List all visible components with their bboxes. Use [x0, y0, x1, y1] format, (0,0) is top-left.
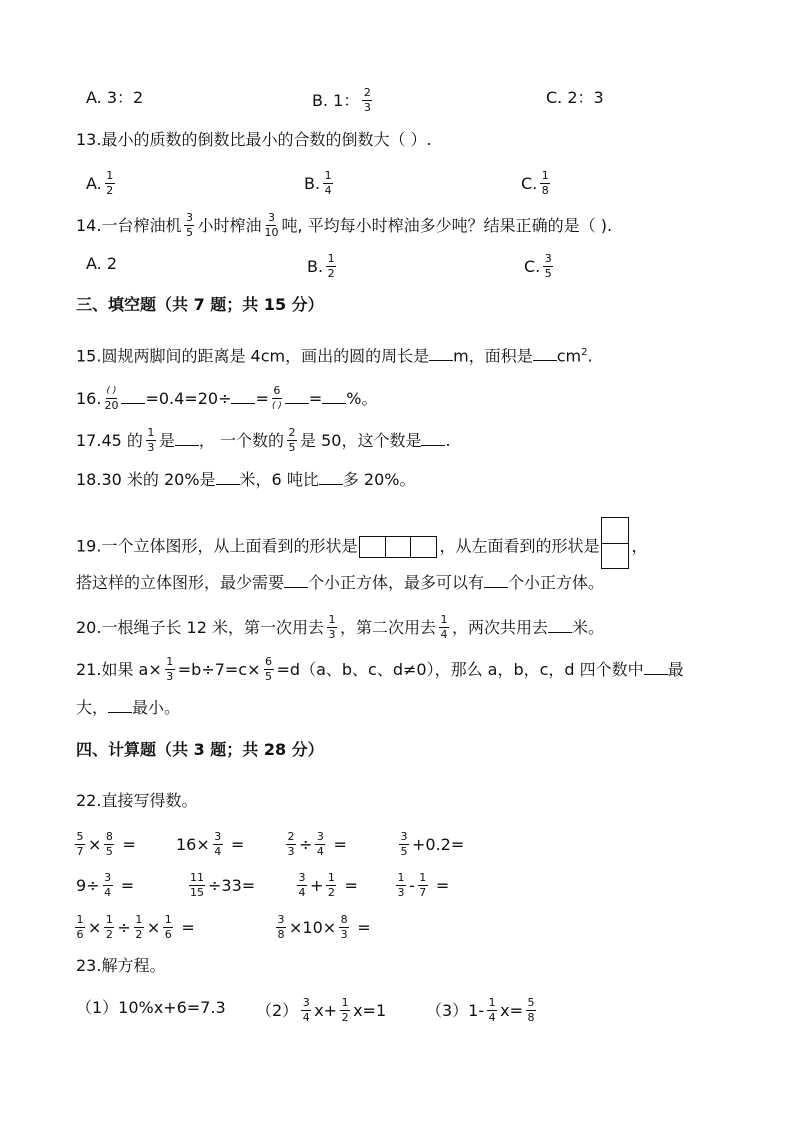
- q22-expr-r1-3: $\frac{2}{3}$ ÷ $\frac{3}{4}$ =: [287, 830, 347, 858]
- q12-option-b-prefix: B. 1：: [312, 91, 360, 110]
- q12-option-c: C. 2：3: [546, 88, 604, 107]
- q22-expr-r3-2: $\frac{3}{8}$ ×10× $\frac{8}{3}$ =: [277, 913, 371, 941]
- q22-stem: 22.直接写得数。: [76, 791, 198, 810]
- section-heading-calculation: 四、计算题（共 3 题；共 28 分）: [76, 740, 324, 759]
- q21-line1: 21.如果 a× $\frac{1}{3}$ =b÷7=c× $\frac{6}{5}$ =d（a、b、c、d≠0），那么 a，b，c，d 四个数中 最: [76, 655, 684, 683]
- q22-expr-r2-1: 9÷ $\frac{3}{4}$ =: [76, 871, 135, 899]
- q14-option-a: A. 2: [86, 254, 118, 273]
- q23-equation-2: （2） $\frac{3}{4}$ x+ $\frac{1}{2}$ x=1: [256, 996, 387, 1024]
- answer-blank[interactable]: [322, 389, 346, 404]
- q20: 20.一根绳子长 12 米，第一次用去 $\frac{1}{3}$ ，第二次用去 $\frac{1}{4}$ ，两次共用去 米。: [76, 613, 605, 641]
- answer-blank[interactable]: [108, 698, 132, 713]
- fraction: $\frac{2}{3}$: [363, 86, 371, 114]
- answer-blank[interactable]: [285, 389, 309, 404]
- q12-option-b: [312, 88, 375, 115]
- answer-blank[interactable]: [533, 346, 557, 361]
- answer-blank[interactable]: [284, 573, 308, 588]
- q22-expr-r1-2: 16× $\frac{3}{4}$ =: [176, 830, 245, 858]
- q19-line1: 19.一个立体图形，从上面看到的形状是 ，从左面看到的形状是 ，: [76, 521, 647, 573]
- q14-stem: 14.一台榨油机 $\frac{3}{5}$ 小时榨油 $\frac{3}{10}$ 吨, 平均每小时榨油多少吨？结果正确的是（ ).: [76, 211, 613, 239]
- q23-equation-1: （1）10%x+6=7.3: [76, 998, 226, 1017]
- q14-option-b: B. $\frac{1}{2}$: [307, 252, 335, 280]
- q14-option-c: C. $\frac{3}{5}$: [524, 252, 552, 280]
- answer-blank[interactable]: [429, 346, 453, 361]
- answer-blank[interactable]: [421, 431, 445, 446]
- q21-line2: 大， 最小。: [76, 698, 181, 717]
- q22-expr-r1-1: $\frac{5}{7}$ × $\frac{8}{5}$ =: [76, 830, 136, 858]
- q17: 17.45 的 $\frac{1}{3}$ 是 ， 一个数的 $\frac{2}{5}$ 是 50，这个数是 .: [76, 426, 451, 454]
- answer-blank[interactable]: [121, 389, 145, 404]
- q22-expr-r2-4: $\frac{1}{3}$ - $\frac{1}{7}$ =: [397, 871, 450, 899]
- q13-option-a: A. $\frac{1}{2}$: [86, 169, 114, 197]
- q13-option-b: B. $\frac{1}{4}$: [304, 169, 332, 197]
- answer-blank[interactable]: [484, 573, 508, 588]
- q13-option-c: C. $\frac{1}{8}$: [521, 169, 549, 197]
- answer-blank[interactable]: [319, 470, 343, 485]
- q13-stem: 13.最小的质数的倒数比最小的合数的倒数大（ ）.: [76, 130, 432, 149]
- q22-expr-r2-2: $\frac{11}{15}$ ÷33=: [190, 871, 256, 899]
- q22-expr-r2-3: $\frac{3}{4}$ + $\frac{1}{2}$ =: [298, 871, 358, 899]
- q22-expr-r1-4: $\frac{3}{5}$ +0.2=: [400, 830, 465, 858]
- q23-equation-3: （3）1- $\frac{1}{4}$ x= $\frac{5}{8}$: [426, 996, 535, 1024]
- left-view-figure: [601, 517, 629, 569]
- q16: 16. ( ) 20 =0.4=20÷ = 6 ( ) = %。: [76, 384, 378, 412]
- answer-blank[interactable]: [216, 470, 240, 485]
- q22-expr-r3-1: $\frac{1}{6}$ × $\frac{1}{2}$ ÷ $\frac{1}{2}$ × $\frac{1}{6}$ =: [76, 913, 195, 941]
- answer-blank[interactable]: [644, 660, 668, 675]
- answer-blank[interactable]: [548, 618, 572, 633]
- answer-blank[interactable]: [231, 389, 255, 404]
- q23-stem: 23.解方程。: [76, 956, 166, 975]
- q18: 18.30 米的 20%是 米，6 吨比 多 20%。: [76, 470, 416, 489]
- answer-blank[interactable]: [175, 431, 199, 446]
- top-view-figure: [359, 536, 437, 558]
- q12-option-a: A. 3：2: [86, 88, 144, 107]
- q15: 15.圆规两脚间的距离是 4cm，画出的圆的周长是 m，面积是 $cm^2$.: [76, 346, 593, 366]
- q19-line2: 搭这样的立体图形，最少需要 个小正方体，最多可以有 个小正方体。: [76, 573, 605, 592]
- section-heading-fill-blank: 三、填空题（共 7 题；共 15 分）: [76, 295, 324, 314]
